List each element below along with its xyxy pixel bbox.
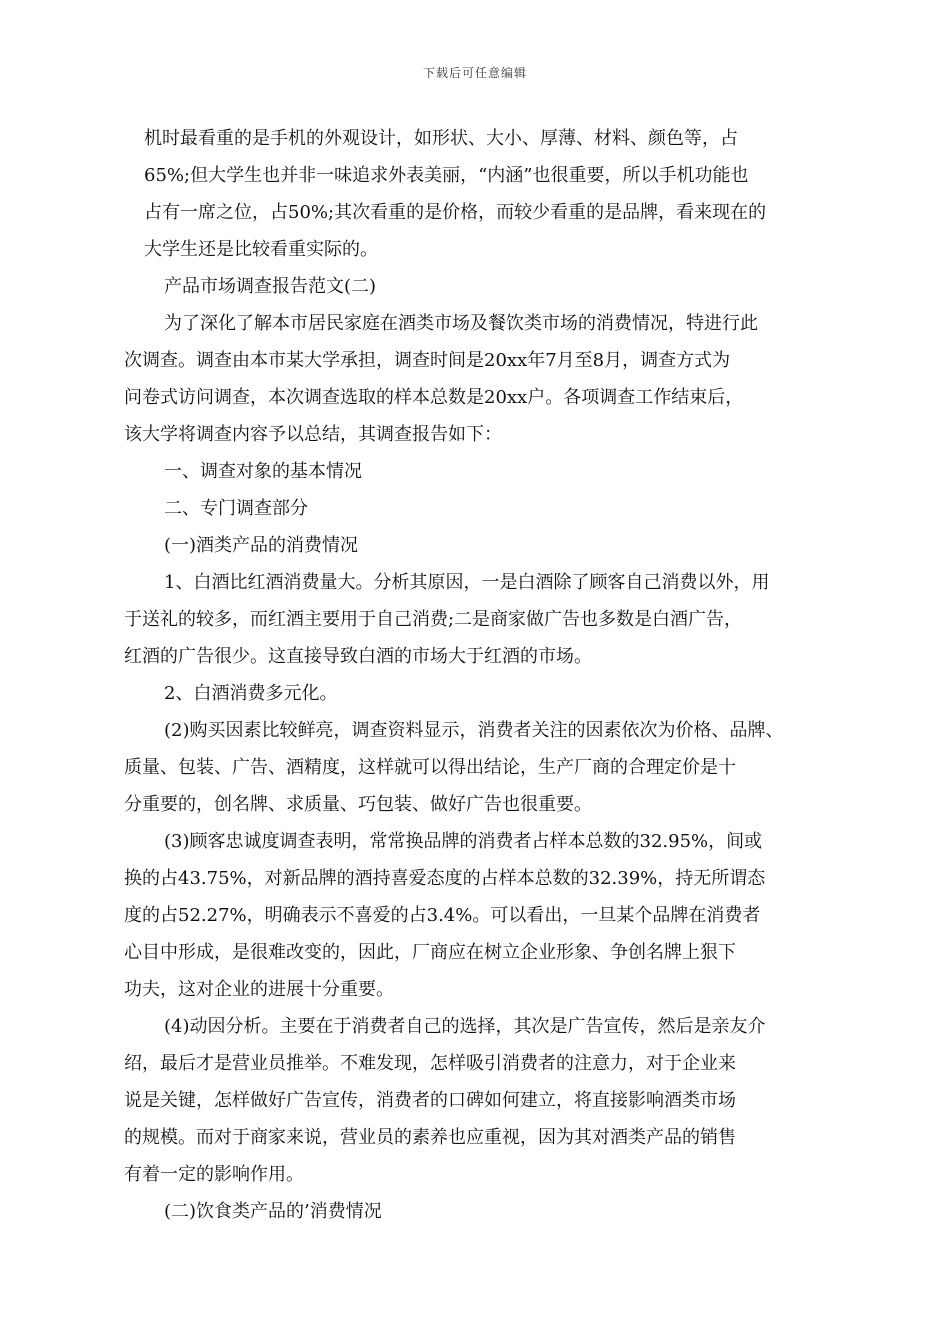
heading-liquor-consumption <box>144 527 812 564</box>
text-line: 的规模。而对于商家来说，营业员的素养也应重视，因为其对酒类产品的销售 <box>124 1127 736 1148</box>
text-line: 红酒的广告很少。这直接导致白酒的市场大于红酒的市场。 <box>124 646 592 667</box>
heading-food-consumption <box>144 1193 812 1230</box>
text-line: (2)购买因素比较鲜亮，调查资料显示，消费者关注的因素依次为价格、品牌、 <box>164 720 784 741</box>
heading-special-survey <box>144 490 812 527</box>
text-line: 大学生还是比较看重实际的。 <box>144 239 378 260</box>
heading-basic-situation <box>144 453 812 490</box>
text-line: 产品市场调查报告范文(二) <box>164 276 377 297</box>
text-line: 为了深化了解本市居民家庭在酒类市场及餐饮类市场的消费情况，特进行此 <box>164 313 758 334</box>
text-line: 心目中形成，是很难改变的，因此，厂商应在树立企业形象、争创名牌上狠下 <box>124 942 736 963</box>
text-line: 说是关键，怎样做好广告宣传，消费者的口碑如何建立，将直接影响酒类市场 <box>124 1090 736 1111</box>
text-line: 1、白酒比红酒消费量大。分析其原因，一是白酒除了顾客自己消费以外，用 <box>164 572 770 593</box>
text-line: 功夫，这对企业的进展十分重要。 <box>124 979 394 1000</box>
paragraph-baijiu-diversified <box>144 675 812 712</box>
paragraph-baijiu-vs-wine <box>124 564 812 675</box>
text-line: 度的占52.27%，明确表示不喜爱的占3.4%。可以看出，一旦某个品牌在消费者 <box>124 905 761 926</box>
text-line: (一)酒类产品的消费情况 <box>164 535 359 556</box>
text-line: 问卷式访问调查，本次调查选取的样本总数是20xx户。各项调查工作结束后， <box>124 387 744 408</box>
text-line: 2、白酒消费多元化。 <box>164 683 338 704</box>
text-line: 分重要的，创名牌、求质量、巧包装、做好广告也很重要。 <box>124 794 592 815</box>
text-line: 一、调查对象的基本情况 <box>164 461 362 482</box>
paragraph-phone-survey-continued <box>144 120 812 268</box>
text-line: (二)饮食类产品的’消费情况 <box>164 1201 382 1222</box>
paragraph-survey-intro <box>124 305 812 453</box>
text-line: (4)动因分析。主要在于消费者自己的选择，其次是广告宣传，然后是亲友介 <box>164 1016 766 1037</box>
section-title-report-sample-2 <box>144 268 812 305</box>
text-line: 有着一定的影响作用。 <box>124 1164 304 1185</box>
text-line: 质量、包装、广告、酒精度，这样就可以得出结论，生产厂商的合理定价是十 <box>124 757 736 778</box>
paragraph-purchase-factors <box>124 712 812 823</box>
text-line: 绍，最后才是营业员推举。不难发现，怎样吸引消费者的注意力，对于企业来 <box>124 1053 736 1074</box>
paragraph-customer-loyalty <box>124 823 812 1008</box>
document-body <box>124 120 812 1230</box>
text-line: 占有一席之位，占50%;其次看重的是价格，而较少看重的是品牌，看来现在的 <box>144 202 767 223</box>
text-line: 机时最看重的是手机的外观设计，如形状、大小、厚薄、材料、颜色等，占 <box>144 128 738 149</box>
text-line: 该大学将调查内容予以总结，其调查报告如下： <box>124 424 502 445</box>
text-line: 于送礼的较多，而红酒主要用于自己消费;二是商家做广告也多数是白酒广告， <box>124 609 743 630</box>
page-header: 下载后可任意编辑 <box>422 66 527 80</box>
text-line: (3)顾客忠诚度调查表明，常常换品牌的消费者占样本总数的32.95%，间或 <box>164 831 763 852</box>
text-line: 次调查。调查由本市某大学承担，调查时间是20xx年7月至8月，调查方式为 <box>124 350 731 371</box>
text-line: 二、专门调查部分 <box>164 498 308 519</box>
text-line: 65%;但大学生也并非一味追求外表美丽，“内涵”也很重要，所以手机功能也 <box>144 165 749 186</box>
text-line: 换的占43.75%，对新品牌的酒持喜爱态度的占样本总数的32.39%，持无所谓态 <box>124 868 766 889</box>
paragraph-motive-analysis <box>124 1008 812 1193</box>
